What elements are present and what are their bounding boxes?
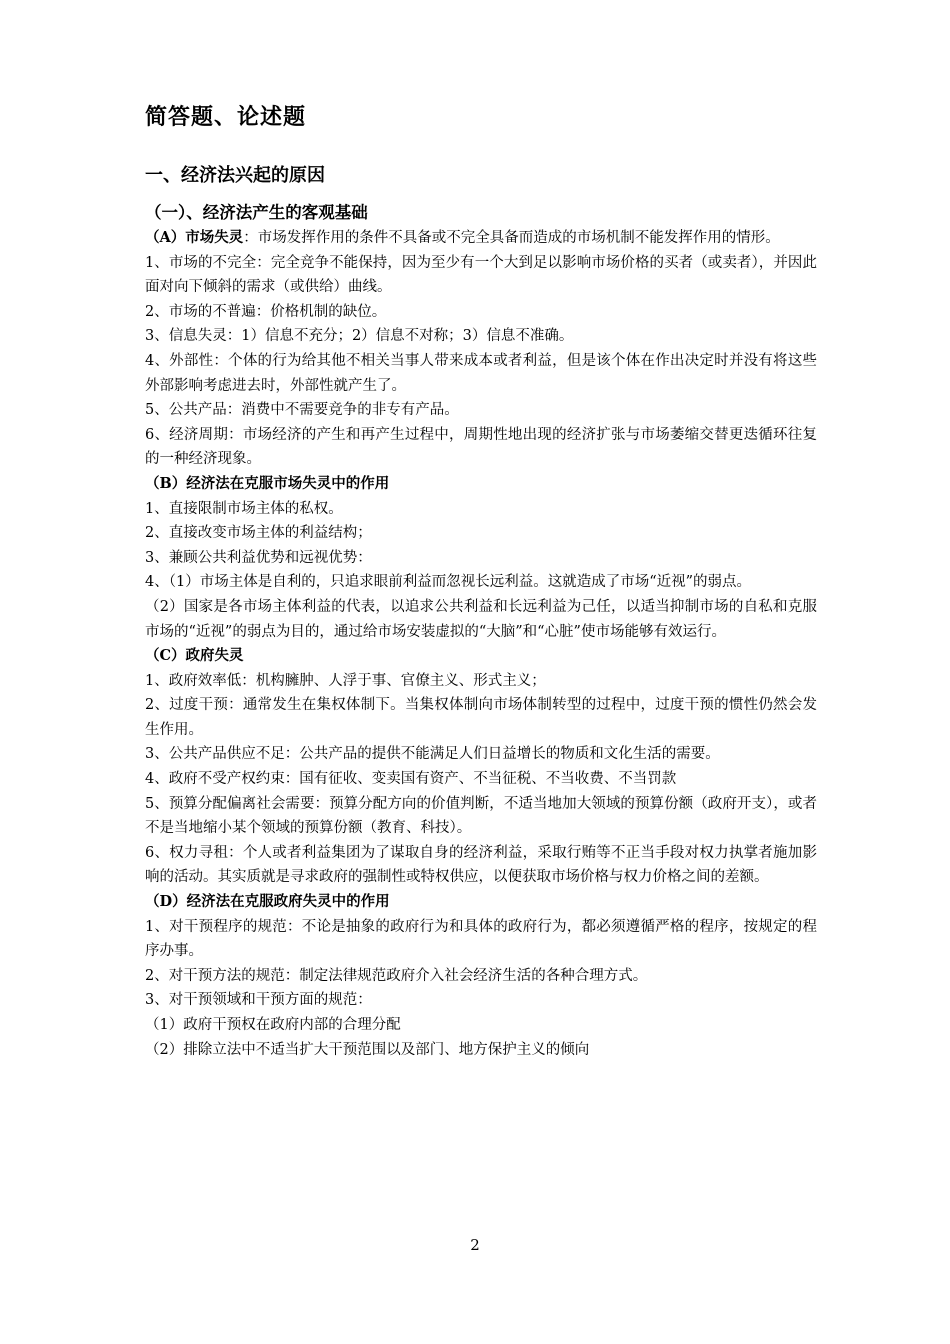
section-heading: 一、经济法兴起的原因 [145,165,325,186]
list-item: 2、对干预方法的规范：制定法律规范政府介入社会经济生活的各种合理方式。 [145,967,648,984]
list-item: 3、公共产品供应不足：公共产品的提供不能满足人们日益增长的物质和文化生活的需要。 [145,746,720,763]
subsection-heading: （一）、经济法产生的客观基础 [145,203,368,222]
list-item: （1）政府干预权在政府内部的合理分配 [145,1017,401,1033]
page-number: 2 [470,1236,480,1254]
list-item: 3、信息失灵：1）信息不充分；2）信息不对称；3）信息不准确。 [145,328,574,345]
heading-b: （B）经济法在克服市场失灵中的作用 [145,474,390,492]
list-item: 1、政府效率低：机构臃肿、人浮于事、官僚主义、形式主义； [145,672,546,689]
list-item: （2）国家是各市场主体利益的代表，以追求公共利益和长远利益为己任，以适当抑制市场的自私和克服市场的“近视”的弱点为目的，通过给市场安装虚拟的“大脑”和“心脏”使市场能够有效运行。 [145,598,817,640]
list-item: 4、外部性：个体的行为给其他不相关当事人带来成本或者利益，但是该个体在作出决定时并没有将这些外部影响考虑进去时，外部性就产生了。 [145,352,817,394]
list-item: 6、经济周期：市场经济的产生和再产生过程中，周期性地出现的经济扩张与市场萎缩交替更迭循环往复的一种经济现象。 [145,426,817,468]
heading-a: （A）市场失灵 [145,229,244,246]
list-item: 2、市场的不普遍：价格机制的缺位。 [145,303,387,320]
paragraph-a-intro [145,226,817,251]
list-item: 4、政府不受产权约束：国有征收、变卖国有资产、不当征税、不当收费、不当罚款 [145,771,677,788]
document-body [145,200,817,1062]
list-item: （2）排除立法中不适当扩大干预范围以及部门、地方保护主义的倾向 [145,1041,590,1058]
list-item: 3、对干预领域和干预方面的规范： [145,992,372,1009]
list-item: 1、市场的不完全：完全竞争不能保持，因为至少有一个大到足以影响市场价格的买者（或卖者），并因此面对向下倾斜的需求（或供给）曲线。 [145,254,817,296]
list-item: 3、兼顾公共利益优势和远视优势： [145,549,372,566]
list-item: 5、公共产品：消费中不需要竞争的非专有产品。 [145,402,459,419]
list-item: 1、对干预程序的规范：不论是抽象的政府行为和具体的政府行为，都必须遵循严格的程序，按规定的程序办事。 [145,918,817,960]
page-title: 简答题、论述题 [145,105,307,130]
list-item: 6、权力寻租：个人或者利益集团为了谋取自身的经济利益，采取行贿等不正当手段对权力执掌者施加影响的活动。其实质就是寻求政府的强制性或特权供应，以便获取市场价格与权力价格之间的差额。 [145,844,817,886]
list-item: 4、（1）市场主体是自利的，只追求眼前利益而忽视长远利益。这就造成了市场“近视”的弱点。 [145,574,752,591]
list-item: 5、预算分配偏离社会需要：预算分配方向的价值判断，不适当地加大领域的预算份额（政府开支），或者不是当地缩小某个领域的预算份额（教育、科技）。 [145,795,817,837]
heading-a-text: ：市场发挥作用的条件不具备或不完全具备而造成的市场机制不能发挥作用的情形。 [243,230,780,246]
heading-c: （C）政府失灵 [145,647,244,665]
heading-d: （D）经济法在克服政府失灵中的作用 [145,893,390,911]
list-item: 2、直接改变市场主体的利益结构； [145,525,372,542]
list-item: 2、过度干预：通常发生在集权体制下。当集权体制向市场体制转型的过程中，过度干预的惯性仍然会发生作用。 [145,697,817,738]
list-item: 1、直接限制市场主体的私权。 [145,500,343,517]
